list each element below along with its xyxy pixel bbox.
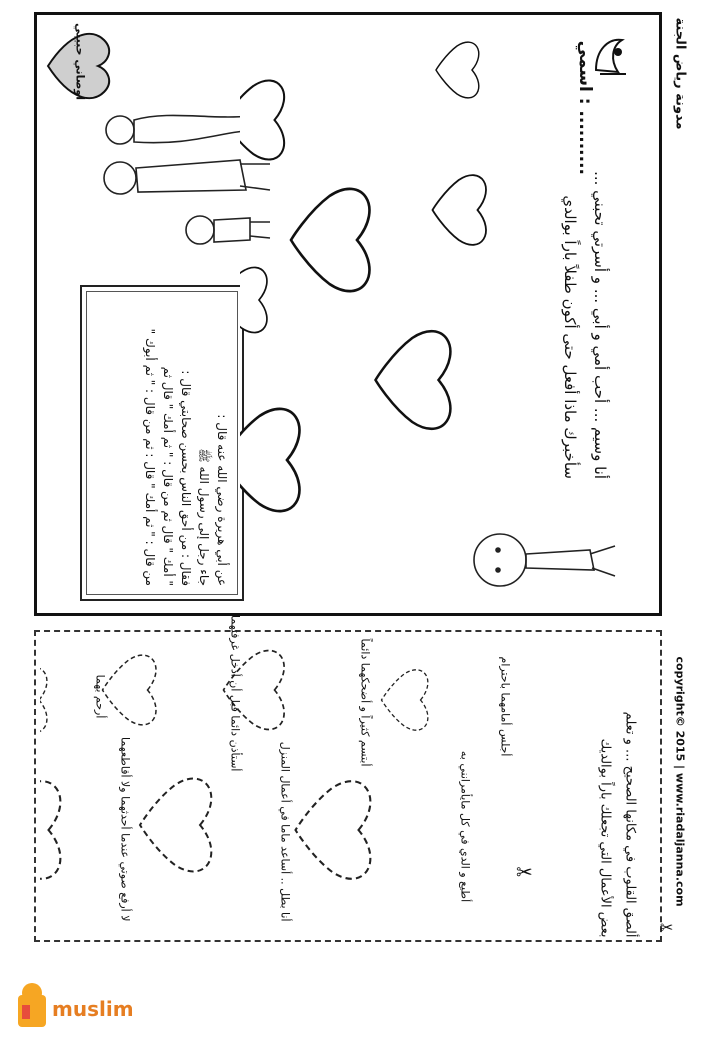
cut-heart-label: أطيع و الدي في كل مايأمرانني به <box>458 750 472 903</box>
cut-heart-label: أجلس أمامهما باحترام <box>498 656 512 757</box>
cut-heart[interactable] <box>40 667 47 732</box>
mini-muslim-logo <box>12 975 140 1035</box>
hadith-line: فقال : من أحق الناس بحسن صحابتي قال : <box>179 370 193 586</box>
cut-heart-label: أنا بطل .. أساعد ماما في أعمال المنزل <box>278 741 292 922</box>
hadith-line: جاء رجل إلى رسول الله ﷺ <box>197 448 211 586</box>
hadith-box <box>80 285 244 601</box>
hadith-line: عن أبي هريرة رضي الله عنه قال : <box>215 414 229 586</box>
cut-heart[interactable] <box>103 655 156 725</box>
copyright: copyright© 2015 | www.riadaljanna.com <box>673 656 687 907</box>
hadith-line: " أمك " قال ثم من قال : " ثم أمك " قال ثم <box>161 366 175 586</box>
blog-name: مدونة رياض الجنة <box>672 17 688 130</box>
target-heart[interactable] <box>436 42 479 98</box>
instructions-line-2: بعض الأعمال التي تجعلك باراً بوالديك <box>597 738 613 938</box>
target-heart[interactable] <box>240 267 267 332</box>
cut-heart-label: لا أرفع صوتي عندما أحدثهما ولا أقاطعهما <box>118 737 132 922</box>
intro-line-1: أنا وسيم ... أحب أمي و أبي ... و أسرتي تحبني ... <box>591 171 609 479</box>
cut-heart-label: أرحم بهما <box>93 674 107 719</box>
hadith-line: من قال : " ثم أمك " قال : ثم من قال : " ثم أبوك " <box>143 328 157 586</box>
target-heart[interactable] <box>433 175 486 245</box>
cut-heart[interactable] <box>296 781 371 879</box>
cut-heart[interactable] <box>140 779 211 872</box>
heart-badge-text: أوصاني حبيبي <box>73 23 87 100</box>
logo-text: muslim <box>52 997 134 1021</box>
instructions-line-1: ألصق القلوب في مكانها الصحيح ... و تعلم <box>622 711 638 938</box>
name-label: اسمي : .......... <box>575 40 595 175</box>
target-heart[interactable] <box>240 80 284 159</box>
scissors-icon: ✂ <box>660 918 674 937</box>
target-heart[interactable] <box>376 331 451 429</box>
cut-heart[interactable] <box>382 670 428 730</box>
hadith-text <box>85 290 235 590</box>
intro-line-2: سأخبرك ماذا أفعل حتى أكون طفلاً باراً بوالدي <box>561 195 579 479</box>
boy-illustration <box>470 520 620 600</box>
cut-heart-label: أبتسم كثيراً و أضحكهما دائماً <box>358 638 372 767</box>
cut-heart-label: أستأذن دائما قبل أن أدخل غرفتهما <box>228 615 242 772</box>
target-hearts-area <box>240 40 580 560</box>
cut-heart[interactable] <box>40 781 60 879</box>
target-heart[interactable] <box>291 189 369 291</box>
target-heart[interactable] <box>240 409 299 511</box>
scissors-icon: ✂ <box>516 860 533 884</box>
